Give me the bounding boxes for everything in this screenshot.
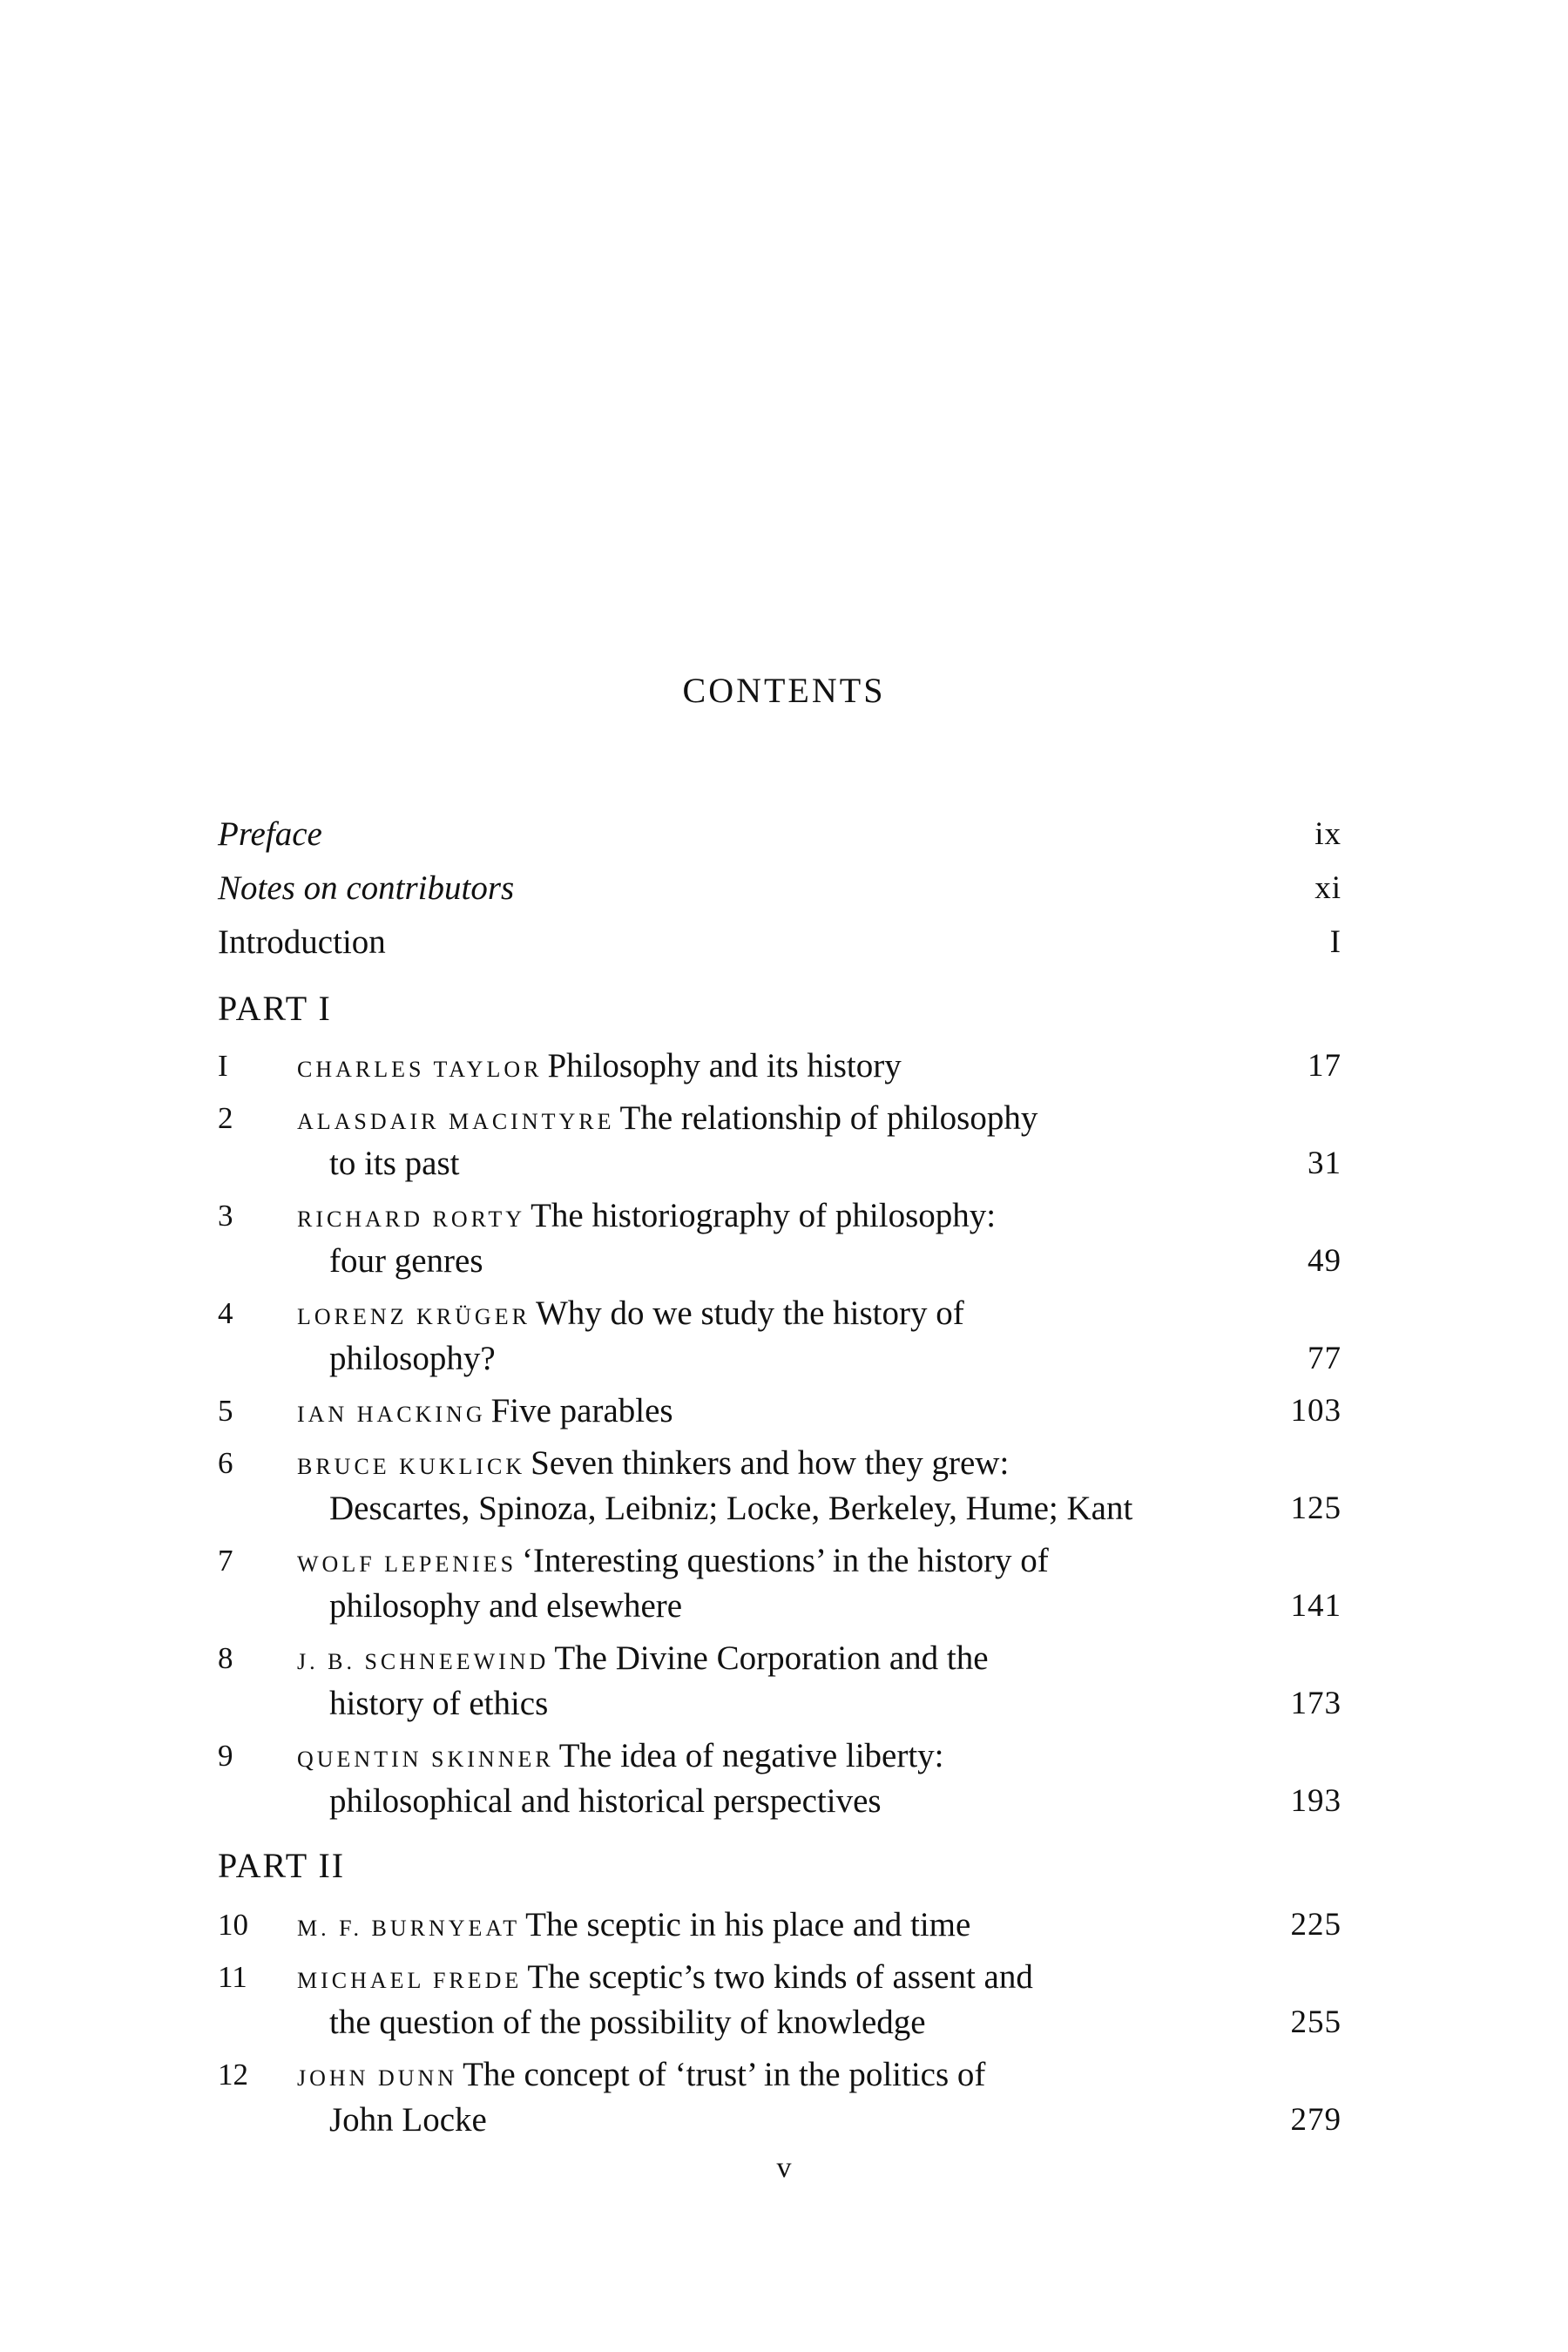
chapter-number: 7 [218, 1544, 233, 1578]
chapter-title: The historiography of philosophy: [531, 1197, 997, 1234]
chapter-author: LORENZ KRÜGER [297, 1304, 531, 1329]
chapter-author: MICHAEL FREDE [297, 1968, 523, 1993]
chapter-title: The idea of negative liberty: [558, 1737, 944, 1774]
chapter-title: Why do we study the history of [535, 1294, 964, 1332]
toc-entry-notes-on-contributors[interactable] [218, 862, 1342, 915]
chapter-author: JOHN DUNN [297, 2065, 458, 2091]
chapter-title: The Divine Corporation and the [554, 1639, 989, 1677]
page-title: CONTENTS [682, 671, 886, 710]
chapter-author: BRUCE KUKLICK [297, 1454, 526, 1479]
chapter-number: 8 [218, 1641, 233, 1675]
chapter-number: 6 [218, 1446, 233, 1480]
chapter-number: I [218, 1049, 228, 1083]
chapter-author: WOLF LEPENIES [297, 1551, 517, 1577]
page-number: 103 [1290, 1393, 1342, 1429]
chapter-title: Philosophy and its history [547, 1047, 902, 1085]
chapter-number: 11 [218, 1960, 247, 1994]
toc-entry-preface[interactable] [218, 808, 1342, 861]
chapter-author: IAN HACKING [297, 1402, 486, 1427]
chapter-number: 2 [218, 1101, 233, 1135]
page-number: xi [1315, 870, 1342, 906]
chapter-author: ALASDAIR MACINTYRE [297, 1109, 615, 1134]
page-number: I [1329, 924, 1342, 960]
page-number: 77 [1308, 1341, 1342, 1376]
chapter-author: M. F. BURNYEAT [297, 1916, 521, 1941]
chapter-author: CHARLES TAYLOR [297, 1057, 543, 1082]
page-number: 173 [1290, 1686, 1342, 1721]
page-number: 279 [1290, 2102, 1342, 2138]
chapter-number: 4 [218, 1296, 233, 1330]
chapter-number: 10 [218, 1908, 248, 1942]
entry-title: Notes on contributors [218, 869, 515, 907]
page-number: 125 [1290, 1490, 1342, 1526]
page-number: ix [1315, 816, 1342, 852]
chapter-title: ‘Interesting questions’ in the history of [522, 1542, 1049, 1579]
chapter-title: Seven thinkers and how they grew: [531, 1444, 1010, 1482]
chapter-author: RICHARD RORTY [297, 1206, 526, 1232]
chapter-title-continued: history of ethics [329, 1685, 549, 1722]
chapter-title-continued: philosophical and historical perspectives [329, 1782, 882, 1820]
entry-title: Introduction [218, 923, 386, 961]
chapter-title: The relationship of philosophy [619, 1099, 1038, 1137]
chapter-title-continued: philosophy and elsewhere [329, 1587, 683, 1625]
chapter-author: J. B. SCHNEEWIND [297, 1649, 550, 1674]
chapter-number: 5 [218, 1394, 233, 1428]
chapter-title-continued: four genres [329, 1242, 483, 1280]
chapter-title-continued: the question of the possibility of knowledge [329, 2004, 926, 2041]
chapter-author: QUENTIN SKINNER [297, 1747, 554, 1772]
chapter-title-continued: philosophy? [329, 1340, 496, 1377]
page-number: 31 [1308, 1146, 1342, 1181]
chapter-title: The sceptic’s two kinds of assent and [527, 1958, 1033, 1996]
chapter-title-continued: Descartes, Spinoza, Leibniz; Locke, Berkeley, Hume; Kant [329, 1490, 1133, 1527]
page-number: 193 [1290, 1783, 1342, 1819]
page-folio: v [776, 2152, 792, 2184]
page-number: 49 [1308, 1243, 1342, 1279]
page-number: 141 [1290, 1588, 1342, 1624]
part-heading-1: PART I [218, 989, 332, 1028]
chapter-title: Five parables [490, 1392, 673, 1429]
chapter-title-continued: John Locke [329, 2101, 487, 2139]
chapter-number: 12 [218, 2058, 248, 2092]
page-number: 255 [1290, 2004, 1342, 2040]
page-number: 225 [1290, 1907, 1342, 1943]
page-number: 17 [1308, 1048, 1342, 1084]
chapter-number: 3 [218, 1199, 233, 1233]
toc-entry-introduction[interactable] [218, 916, 1342, 969]
chapter-number: 9 [218, 1739, 233, 1773]
chapter-title: The sceptic in his place and time [525, 1906, 971, 1943]
part-heading-2: PART II [218, 1846, 346, 1885]
chapter-title-continued: to its past [329, 1145, 460, 1182]
chapter-title: The concept of ‘trust’ in the politics of [463, 2056, 986, 2093]
entry-title: Preface [218, 815, 322, 853]
